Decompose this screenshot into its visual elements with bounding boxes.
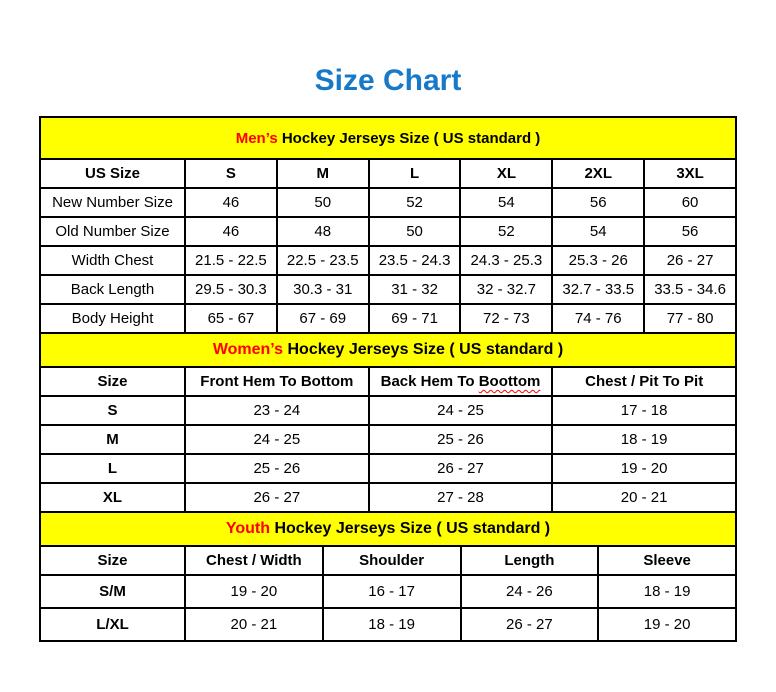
table-row — [40, 246, 736, 275]
size-value-cell: 19 - 20 — [185, 575, 323, 608]
column-header: 3XL — [644, 159, 736, 188]
size-value-cell: 25.3 - 26 — [552, 246, 644, 275]
size-value-cell: 17 - 18 — [552, 396, 736, 425]
size-value-cell: 25 - 26 — [185, 454, 369, 483]
table-row — [40, 304, 736, 333]
size-value-cell: 20 - 21 — [185, 608, 323, 641]
youth-heading-accent: Youth — [225, 520, 270, 537]
table-row — [40, 483, 736, 512]
youth-column-header-row — [40, 546, 736, 575]
mens-section-heading-row — [40, 117, 736, 159]
size-value-cell: 56 — [644, 217, 736, 246]
misspelled-word: Boottom — [478, 373, 541, 390]
size-value-cell: 52 — [369, 188, 461, 217]
womens-size-table — [39, 332, 737, 513]
womens-section-heading — [40, 333, 736, 367]
size-value-cell: 19 - 20 — [552, 454, 736, 483]
womens-heading-text: Hockey Jerseys Size ( US standard ) — [283, 341, 564, 358]
mens-column-header-row — [40, 159, 736, 188]
row-label: S — [40, 396, 185, 425]
youth-heading-text: Hockey Jerseys Size ( US standard ) — [270, 520, 551, 537]
size-value-cell: 50 — [277, 188, 369, 217]
column-header: Chest / Pit To Pit — [552, 367, 736, 396]
row-label: S/M — [40, 575, 185, 608]
size-value-cell: 24.3 - 25.3 — [460, 246, 552, 275]
row-label: New Number Size — [40, 188, 185, 217]
column-header: Shoulder — [323, 546, 461, 575]
column-header: Length — [461, 546, 599, 575]
size-value-cell: 32.7 - 33.5 — [552, 275, 644, 304]
youth-section-heading — [40, 512, 736, 546]
column-header — [369, 367, 553, 396]
size-value-cell: 54 — [552, 217, 644, 246]
size-value-cell: 23.5 - 24.3 — [369, 246, 461, 275]
size-value-cell: 26 - 27 — [461, 608, 599, 641]
table-row — [40, 608, 736, 641]
table-row — [40, 275, 736, 304]
table-row — [40, 425, 736, 454]
column-header: XL — [460, 159, 552, 188]
size-value-cell: 26 - 27 — [644, 246, 736, 275]
column-header: Sleeve — [598, 546, 736, 575]
size-value-cell: 46 — [185, 217, 277, 246]
size-value-cell: 16 - 17 — [323, 575, 461, 608]
size-value-cell: 54 — [460, 188, 552, 217]
column-header-text: Back Hem To — [380, 373, 479, 390]
column-header: 2XL — [552, 159, 644, 188]
column-header: Chest / Width — [185, 546, 323, 575]
youth-section-heading-row — [40, 512, 736, 546]
size-value-cell: 65 - 67 — [185, 304, 277, 333]
column-header: Size — [40, 546, 185, 575]
row-label: Back Length — [40, 275, 185, 304]
row-label: XL — [40, 483, 185, 512]
size-value-cell: 26 - 27 — [185, 483, 369, 512]
mens-size-table — [39, 116, 737, 334]
size-value-cell: 30.3 - 31 — [277, 275, 369, 304]
size-value-cell: 22.5 - 23.5 — [277, 246, 369, 275]
size-value-cell: 24 - 25 — [185, 425, 369, 454]
size-value-cell: 21.5 - 22.5 — [185, 246, 277, 275]
row-label: Body Height — [40, 304, 185, 333]
size-value-cell: 48 — [277, 217, 369, 246]
row-label: Old Number Size — [40, 217, 185, 246]
size-value-cell: 50 — [369, 217, 461, 246]
size-value-cell: 33.5 - 34.6 — [644, 275, 736, 304]
size-value-cell: 24 - 25 — [369, 396, 553, 425]
column-header: US Size — [40, 159, 185, 188]
size-value-cell: 25 - 26 — [369, 425, 553, 454]
womens-column-header-row — [40, 367, 736, 396]
size-value-cell: 69 - 71 — [369, 304, 461, 333]
column-header: Size — [40, 367, 185, 396]
table-row — [40, 575, 736, 608]
column-header: S — [185, 159, 277, 188]
size-chart — [39, 116, 737, 642]
page-title: Size Chart — [314, 64, 462, 97]
mens-section-heading — [40, 117, 736, 159]
size-value-cell: 67 - 69 — [277, 304, 369, 333]
row-label: M — [40, 425, 185, 454]
size-value-cell: 20 - 21 — [552, 483, 736, 512]
size-value-cell: 77 - 80 — [644, 304, 736, 333]
size-value-cell: 23 - 24 — [185, 396, 369, 425]
size-value-cell: 26 - 27 — [369, 454, 553, 483]
size-value-cell: 74 - 76 — [552, 304, 644, 333]
size-value-cell: 18 - 19 — [323, 608, 461, 641]
table-row — [40, 188, 736, 217]
column-header: M — [277, 159, 369, 188]
size-value-cell: 31 - 32 — [369, 275, 461, 304]
row-label: L/XL — [40, 608, 185, 641]
size-value-cell: 27 - 28 — [369, 483, 553, 512]
mens-heading-accent: Men’s — [235, 129, 278, 147]
size-value-cell: 24 - 26 — [461, 575, 599, 608]
mens-heading-text: Hockey Jerseys Size ( US standard ) — [277, 129, 541, 147]
column-header: Front Hem To Bottom — [185, 367, 369, 396]
size-value-cell: 46 — [185, 188, 277, 217]
table-row — [40, 217, 736, 246]
table-row — [40, 454, 736, 483]
row-label: Width Chest — [40, 246, 185, 275]
womens-section-heading-row — [40, 333, 736, 367]
womens-heading-accent: Women’s — [212, 341, 284, 358]
column-header: L — [369, 159, 461, 188]
table-row — [40, 396, 736, 425]
size-value-cell: 18 - 19 — [598, 575, 736, 608]
size-value-cell: 60 — [644, 188, 736, 217]
row-label: L — [40, 454, 185, 483]
size-value-cell: 52 — [460, 217, 552, 246]
size-value-cell: 56 — [552, 188, 644, 217]
size-value-cell: 19 - 20 — [598, 608, 736, 641]
youth-size-table — [39, 511, 737, 642]
size-value-cell: 72 - 73 — [460, 304, 552, 333]
size-value-cell: 18 - 19 — [552, 425, 736, 454]
size-value-cell: 32 - 32.7 — [460, 275, 552, 304]
size-value-cell: 29.5 - 30.3 — [185, 275, 277, 304]
